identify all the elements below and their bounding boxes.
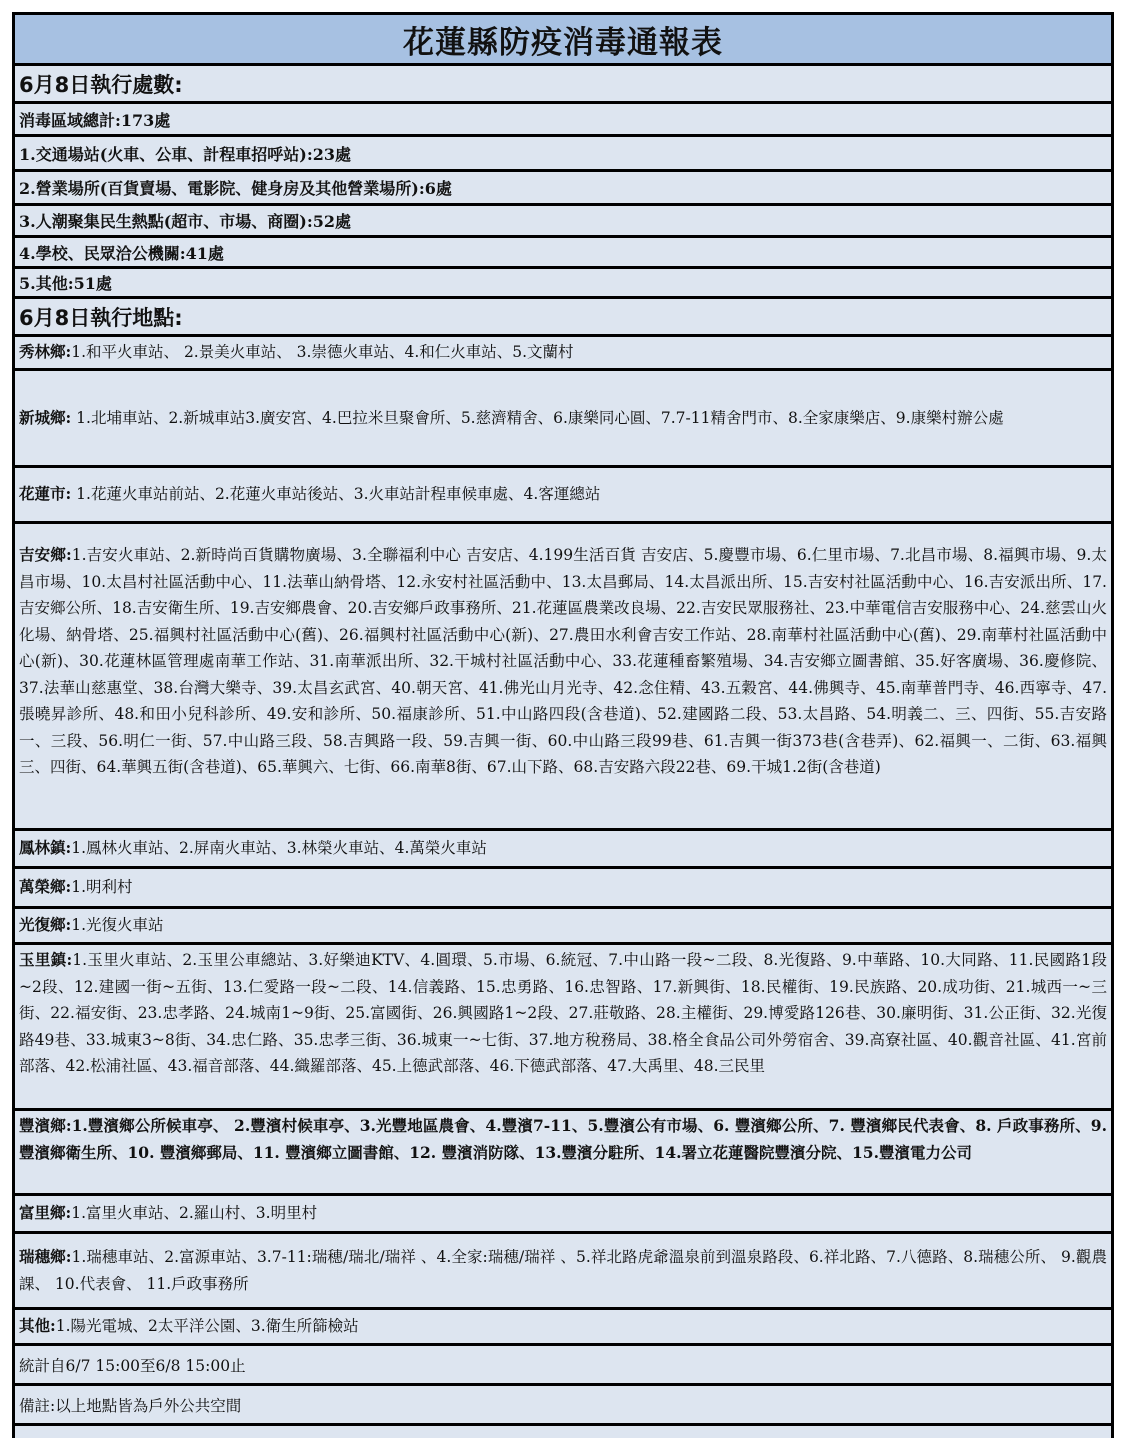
township-row-guangfu (15, 909, 1111, 945)
township-locations: 1.鳳林火車站、2.屏南火車站、3.林榮火車站、4.萬榮火車站 (71, 839, 487, 858)
township-label: 其他: (19, 1316, 56, 1336)
township-entry (19, 947, 1107, 1080)
locations-heading: 6月8日執行地點: (19, 305, 183, 330)
locations-heading-row (15, 299, 1111, 337)
statistics-period: 統計自6/7 15:00至6/8 15:00止 (19, 1356, 246, 1375)
township-locations: 1.富里火車站、2.羅山村、3.明里村 (71, 1204, 318, 1223)
township-locations: 1.光復火車站 (71, 916, 164, 935)
township-entry (19, 481, 600, 508)
township-row-fengbin (15, 1111, 1111, 1196)
township-label: 玉里鎮: (19, 950, 73, 969)
township-locations: 1.瑞穗車站、2.富源車站、3.7-11:瑞穗/瑞北/瑞祥 、4.全家:瑞穗/瑞祥 、5.祥北路虎爺溫泉前到溫泉路段、6.祥北路、7.八德路、8.瑞穗公所、 9.觀農課、 10.代表會、 11.戶政事務所 (19, 1248, 1107, 1293)
count-item: 4.學校、民眾洽公機關:41處 (19, 243, 224, 263)
township-entry (19, 835, 487, 862)
township-locations: 1.吉安火車站、2.新時尚百貨購物廣場、3.全聯福利中心 吉安店、4.199生活百貨 吉安店、5.慶豐市場、6.仁里市場、7.北昌市場、8.福興市場、9.太昌市場、10.太昌村社區活動中心、11.法華山納骨塔、12.永安村社區活動中、13.太昌郵局、14.太昌派出所、15.吉安村社區活動中心、16.吉安派出所、17.吉安鄉公所、18.吉安衛生所、19.吉安鄉農會、20.吉安鄉戶政事務所、21.花蓮區農業改良場、22.吉安民眾服務社、23.中華電信吉安服務中心、24.慈雲山火化場、納骨塔、25.福興村社區活動中心(舊)、26.福興村社區活動中心(新)、27.農田水利會吉安工作站、28.南華村社區活動中心(舊)、29.南華村社區活動中心(新)、30.花蓮林區管理處南華工作站、31.南華派出所、32.干城村社區活動中心、33.花蓮種畜繁殖場、34.吉安鄉立圖書館、35.好客廣場、36.慶修院、37.法華山慈惠堂、38.台灣大樂寺、39.太昌玄武宮、40.朝天宮、41.佛光山月光寺、42.念住精、43.五穀宮、44.佛興寺、45.南華普門寺、46.西寧寺、47.張曉昇診所、48.和田小兒科診所、49.安和診所、50.福康診所、51.中山路四段(含巷道)、52.建國路二段、53.太昌路、54.明義二、三、四街、55.吉安路一、三段、56.明仁一街、57.中山路三段、58.吉興路一段、59.吉興一街、60.中山路三段99巷、61.吉興一街373巷(含巷弄)、62.福興一、二街、63.福興三、四街、64.華興五街(含巷道)、65.華興六、七街、66.南華8街、67.山下路、68.吉安路六段22巷、69.干城1.2街(含巷道) (19, 546, 1107, 776)
period-row (15, 1346, 1111, 1386)
count-row (15, 238, 1111, 269)
total-row (15, 104, 1111, 137)
township-entry (19, 405, 1004, 432)
count-item: 1.交通場站(火車、公車、計程車招呼站):23處 (19, 144, 352, 164)
count-row (15, 172, 1111, 206)
township-locations: 1.北埔車站、2.新城車站3.廣安宮、4.巴拉米旦聚會所、5.慈濟精舍、6.康樂同心圓、7.7-11精舍門市、8.全家康樂店、9.康樂村辦公處 (71, 408, 1004, 427)
township-label: 鳳林鎮: (19, 838, 72, 858)
township-label: 吉安鄉: (19, 545, 72, 564)
township-locations: 1.和平火車站、 2.景美火車站、 3.崇德火車站、4.和仁火車站、5.文蘭村 (71, 343, 574, 362)
total-count: 消毒區域總計:173處 (19, 110, 171, 130)
township-row-fenglin (15, 831, 1111, 869)
township-row-ruisui (15, 1234, 1111, 1310)
township-locations: 1.明利村 (71, 878, 133, 897)
remark-row (15, 1386, 1111, 1426)
township-label: 瑞穗鄉: (19, 1247, 72, 1266)
township-row-other (15, 1310, 1111, 1346)
township-row-wanrong (15, 869, 1111, 909)
count-row (15, 206, 1111, 238)
township-entry (19, 1244, 1107, 1297)
counts-heading-row (15, 66, 1111, 104)
township-row-fuli (15, 1196, 1111, 1234)
township-label: 秀林鄉: (19, 342, 72, 362)
township-entry (19, 912, 164, 939)
report-sheet (12, 12, 1114, 1438)
township-label: 花蓮市: (19, 484, 72, 504)
township-entry (19, 542, 1107, 781)
township-locations: 1.花蓮火車站前站、2.花蓮火車站後站、3.火車站計程車候車處、4.客運總站 (71, 485, 601, 504)
township-entry (19, 1313, 359, 1340)
township-row-xincheng (15, 371, 1111, 468)
page-title: 花蓮縣防疫消毒通報表 (403, 24, 723, 61)
township-entry (19, 1200, 317, 1227)
township-locations: 1.玉里火車站、2.玉里公車總站、3.好樂迪KTV、4.圓環、5.市場、6.統冠、7.中山路一段~二段、8.光復路、9.中華路、10.大同路、11.民國路1段~2段、12.建國一街~五街、13.仁愛路一段~二段、14.信義路、15.忠勇路、16.忠智路、17.新興街、18.民權街、19.民族路、20.成功街、21.城西一~三街、22.福安街、23.忠孝路、24.城南1~9街、25.富國街、26.興國路1~2段、27.莊敬路、28.主權街、29.博愛路126巷、30.廉明街、31.公正街、32.光復路49巷、33.城東3~8街、34.忠仁路、35.忠孝三街、36.城東一~七街、37.地方稅務局、38.格全食品公司外勞宿舍、39.高寮社區、40.觀音社區、41.宮前部落、42.松浦社區、43.福音部落、44.織羅部落、45.上德武部落、46.下德武部落、47.大禹里、48.三民里 (19, 951, 1107, 1075)
township-row-xiulin (15, 337, 1111, 371)
township-locations: 1.陽光電城、2太平洋公園、3.衛生所篩檢站 (55, 1317, 359, 1336)
remark-note: 備註:以上地點皆為戶外公共空間 (19, 1396, 242, 1415)
township-label: 富里鄉: (19, 1203, 72, 1223)
count-item: 2.營業場所(百貨賣場、電影院、健身房及其他營業場所):6處 (19, 179, 452, 198)
count-item: 3.人潮聚集民生熱點(超市、市場、商圈):52處 (19, 212, 352, 231)
township-entry (19, 874, 133, 901)
count-row (15, 137, 1111, 172)
township-label: 萬榮鄉: (19, 877, 72, 897)
township-row-jian (15, 524, 1111, 831)
count-item: 5.其他:51處 (19, 274, 112, 293)
count-row (15, 269, 1111, 299)
township-label: 光復鄉: (19, 915, 72, 935)
title-row (15, 15, 1111, 66)
township-locations: 1.豐濱鄉公所候車亭、 2.豐濱村候車亭、3.光豐地區農會、4.豐濱7-11、5.豐濱公有市場、6. 豐濱鄉公所、7. 豐濱鄉民代表會、8. 戶政事務所、9. 豐濱鄉衛生所、10. 豐濱鄉郵局、11. 豐濱鄉立圖書館、12. 豐濱消防隊、13.豐濱分駐所、14.署立花蓮醫院豐濱分院、15.豐濱電力公司 (19, 1116, 1107, 1162)
township-entry (19, 1113, 1107, 1166)
township-row-yuli (15, 945, 1111, 1111)
township-row-hualien-city (15, 468, 1111, 524)
township-entry (19, 339, 574, 366)
counts-heading: 6月8日執行處數: (19, 72, 183, 97)
township-label: 新城鄉: (19, 407, 72, 427)
township-label: 豐濱鄉: (19, 1116, 72, 1135)
